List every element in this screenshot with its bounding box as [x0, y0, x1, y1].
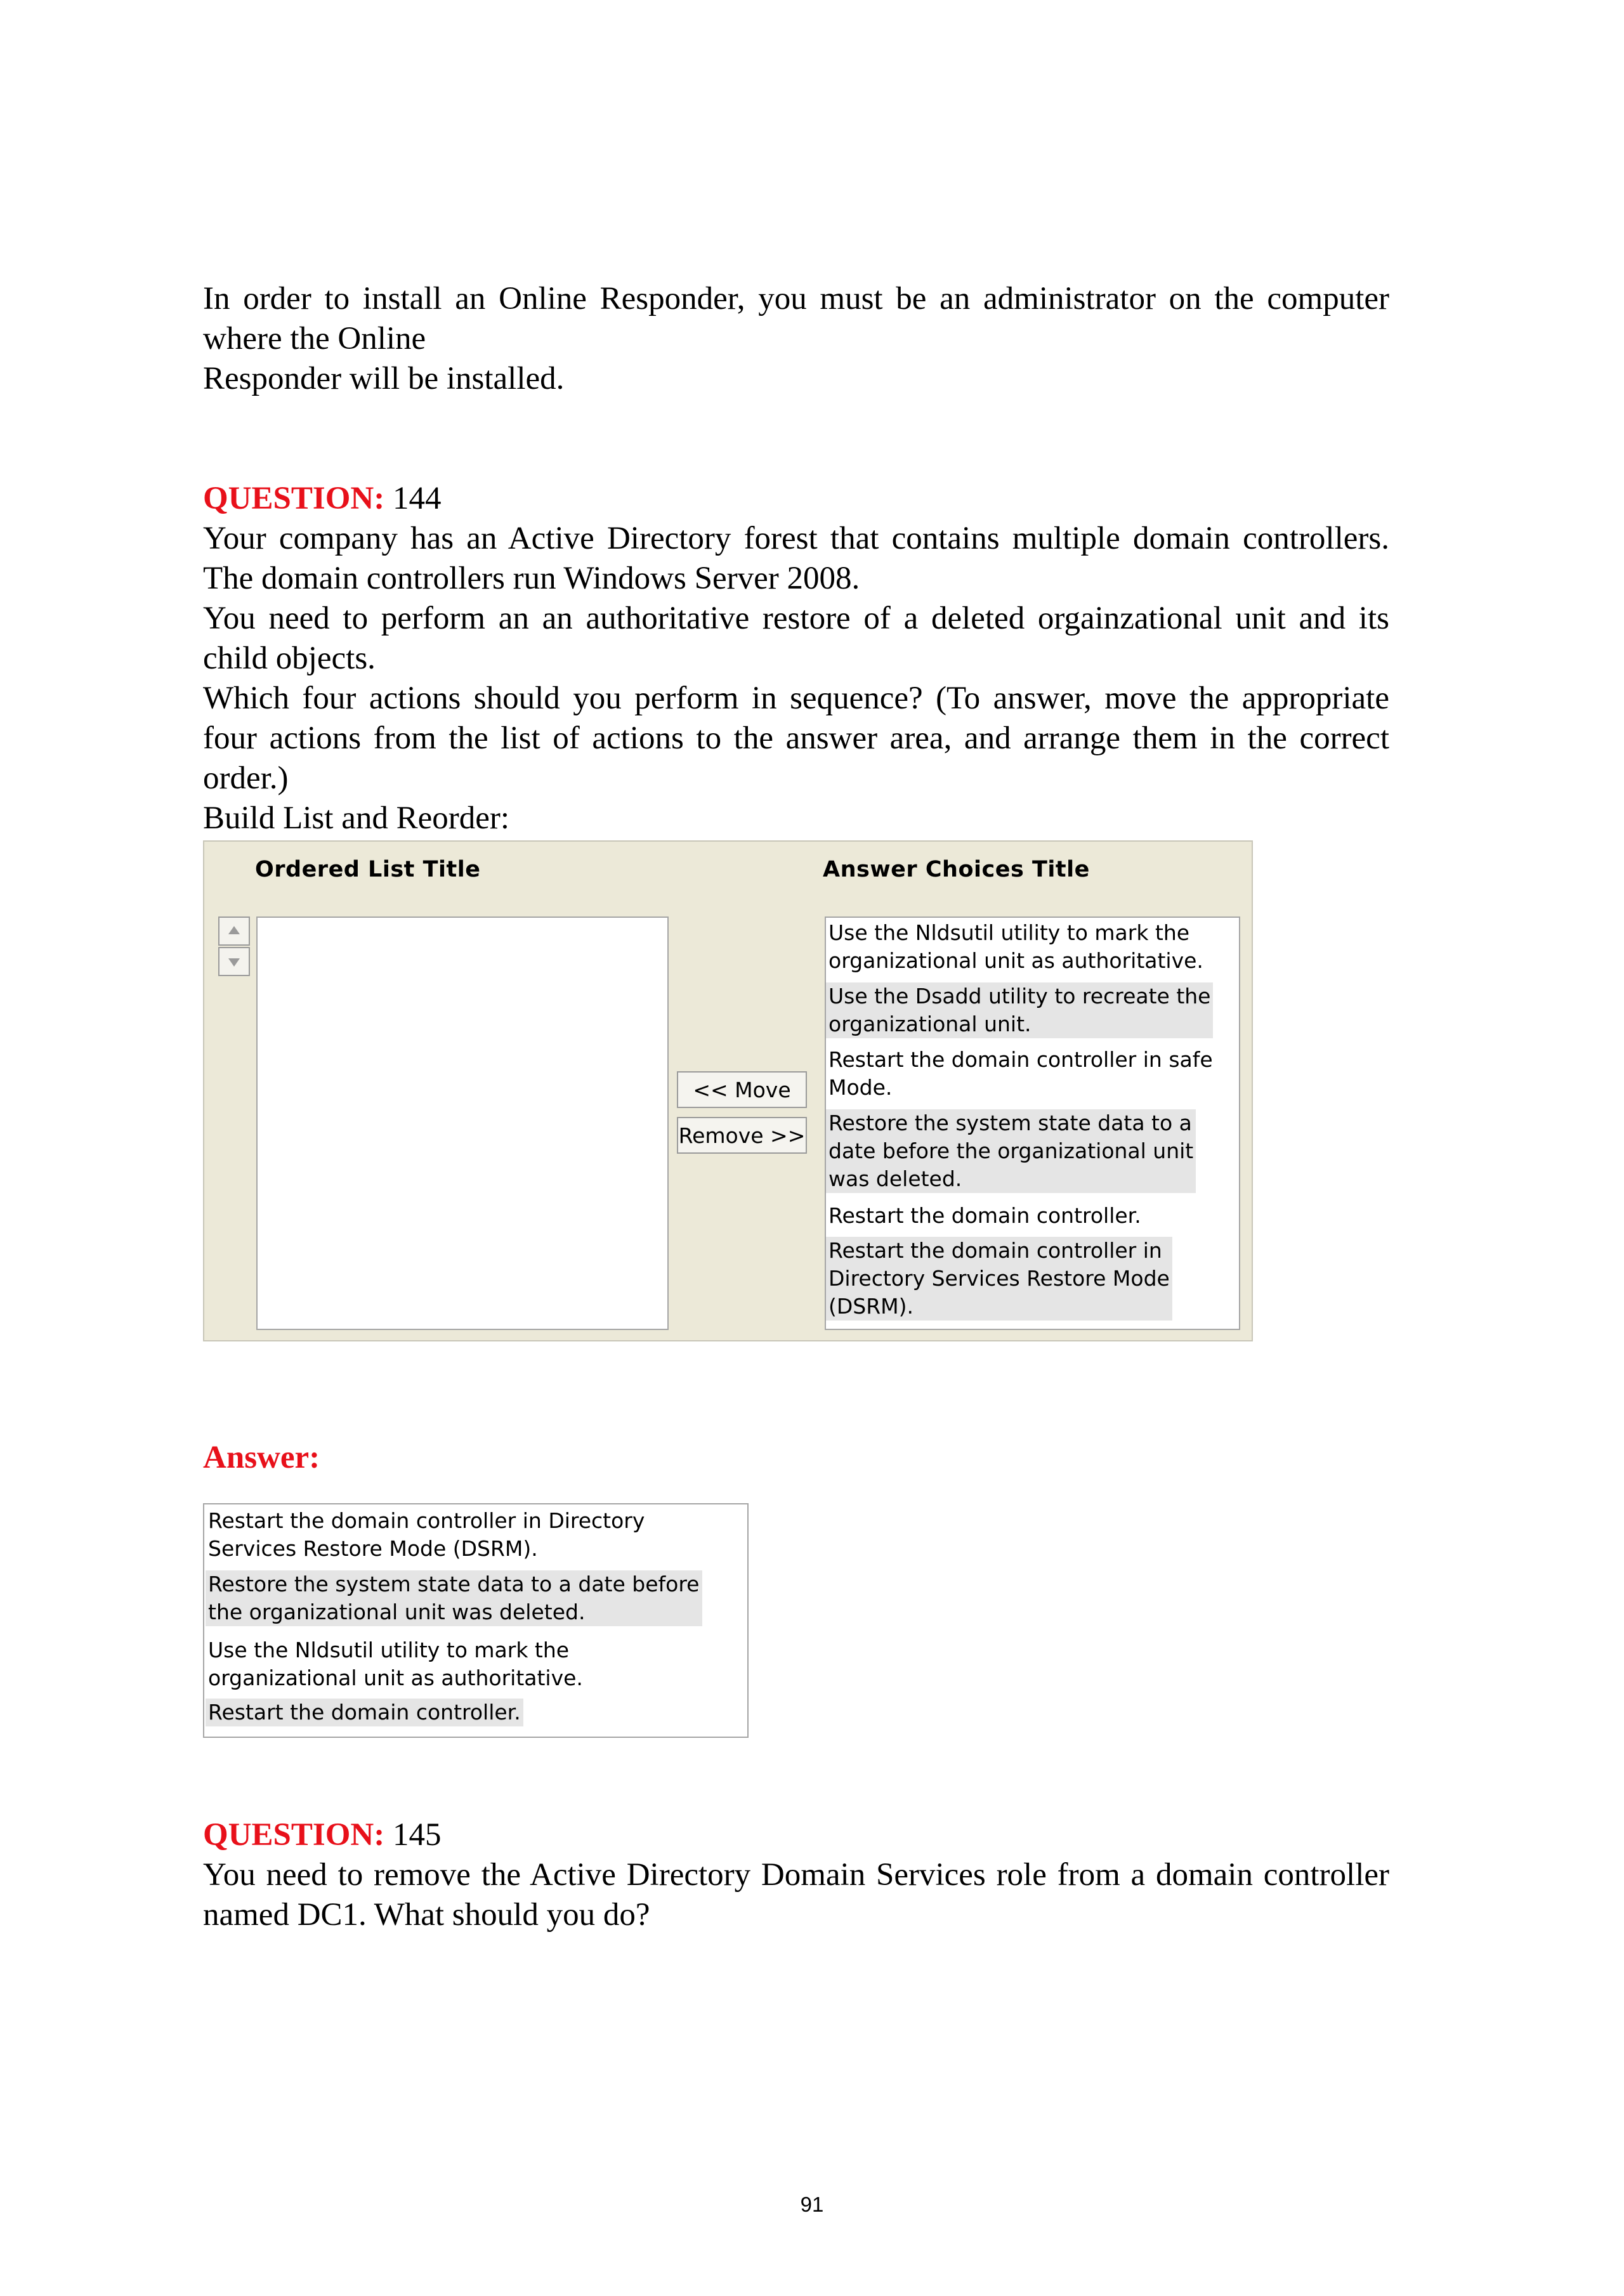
move-button[interactable]: << Move	[677, 1071, 807, 1108]
question-145	[203, 1815, 1389, 1935]
question-number: 145	[392, 1817, 442, 1853]
answer-item: Use the Nldsutil utility to mark the organizational unit as authoritative.	[208, 1638, 583, 1690]
remove-button[interactable]: Remove >>	[677, 1117, 807, 1154]
question-145-text-1: You need to remove the Active Directory Domain Services role from a domain controller named DC1. What should you do?	[203, 1857, 1389, 1933]
question-label: QUESTION:	[203, 481, 385, 516]
answer-item: Restart the domain controller.	[206, 1699, 523, 1726]
arrow-up-icon	[228, 926, 240, 934]
page-number: 91	[800, 2193, 824, 2216]
question-144-text-1: Your company has an Active Directory forest that contains multiple domain controllers. The domain controllers run Windows Server 2008.	[203, 521, 1389, 596]
answer-item: Restore the system state data to a date before the organizational unit was deleted.	[206, 1570, 702, 1626]
question-number: 144	[392, 481, 442, 516]
list-item[interactable]: Restore the system state data to a date before the organizational unit was deleted.	[826, 1109, 1196, 1193]
list-item[interactable]: Use the Nldsutil utility to mark the organizational unit as authoritative.	[828, 920, 1203, 973]
question-144-text-3: Which four actions should you perform in sequence? (To answer, move the appropriate four actions from the list of actions to the answer area, and arrange them in the correct order.)	[203, 681, 1389, 796]
list-item[interactable]: Use the Dsadd utility to recreate the organizational unit.	[826, 982, 1213, 1038]
answer-choices-listbox[interactable]	[825, 916, 1240, 1330]
answer-listbox	[203, 1503, 749, 1738]
question-144-heading	[203, 479, 1389, 519]
intro-line-1: In order to install an Online Responder, you must be an administrator on the computer where the Online	[203, 281, 1389, 356]
ordered-listbox[interactable]	[256, 916, 669, 1330]
list-item[interactable]: Restart the domain controller.	[828, 1203, 1141, 1228]
build-list-widget	[203, 840, 1253, 1341]
list-item[interactable]: Restart the domain controller in Directory Services Restore Mode (DSRM).	[826, 1237, 1172, 1321]
question-144-text-2: You need to perform an an authoritative restore of a deleted orgainzational unit and its child objects.	[203, 601, 1389, 676]
arrow-down-icon	[228, 958, 240, 967]
ordered-list-title: Ordered List Title	[255, 857, 481, 882]
list-item[interactable]: Restart the domain controller in safe Mode.	[828, 1047, 1213, 1100]
question-144-text-4: Build List and Reorder:	[203, 800, 510, 836]
answer-item: Restart the domain controller in Directory Services Restore Mode (DSRM).	[208, 1508, 645, 1561]
move-down-button[interactable]	[218, 947, 250, 976]
question-label: QUESTION:	[203, 1817, 385, 1853]
answer-section	[203, 1438, 1389, 1478]
intro-line-2: Responder will be installed.	[203, 361, 565, 396]
answer-label: Answer:	[203, 1440, 320, 1475]
intro-paragraph	[203, 279, 1389, 399]
move-up-button[interactable]	[218, 916, 250, 946]
answer-choices-title: Answer Choices Title	[823, 857, 1090, 882]
question-144	[203, 479, 1389, 838]
question-145-heading	[203, 1815, 1389, 1855]
